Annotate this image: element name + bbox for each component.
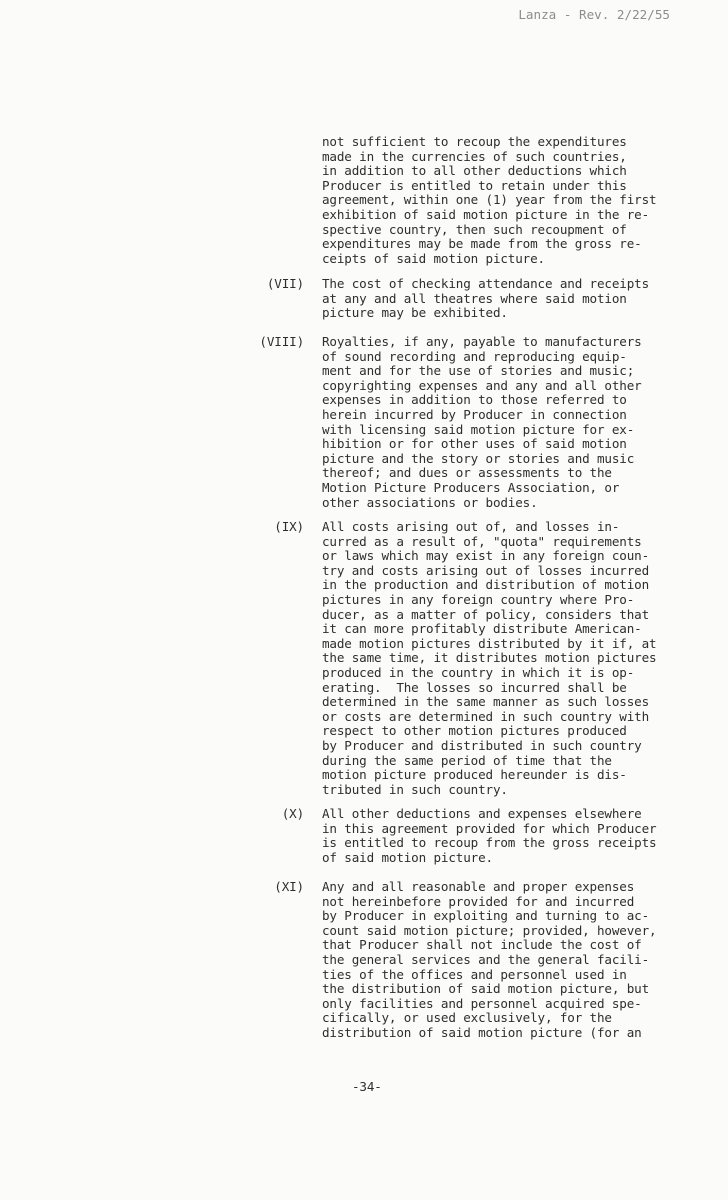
clause-text: Royalties, if any, payable to manufacturers of sound recording and reproducing equip- ment and for the use of stories and music; copyrighting expenses and any and all other expenses in addition to those referred to herein incurred by Producer in connection with licensing said motion picture for ex- hibition or for other uses of said motion picture and the story or stories and music thereof; and dues or assessments to the Motion Picture Producers Association, or other associations or bodies. [322, 334, 642, 510]
clause-text: All costs arising out of, and losses in- curred as a result of, "quota" requirements or laws which may exist in any foreign coun- try and costs arising out of losses incurred in the production and distribution of motion pictures in any foreign country where Pro- ducer, as a matter of policy, considers that it can more profitably distribute American- made motion pictures distributed by it if, at the same time, it distributes motion pictures produced in the country in which it is op- erating. The losses so incurred shall be determined in the same manner as such losses or costs are determined in such country with respect to other motion pictures produced by Producer and distributed in such country during the same period of time that the motion picture produced hereunder is dis- tributed in such country. [322, 519, 657, 797]
clause-number: (VIII) [259, 334, 304, 349]
clause-text: The cost of checking attendance and receipts at any and all theatres where said motion picture may be exhibited. [322, 276, 650, 321]
page-number: -34- [352, 1079, 382, 1094]
revision-header: Lanza - Rev. 2/22/55 [518, 7, 670, 22]
clause-number: (IX) [274, 519, 304, 534]
clause-text: All other deductions and expenses elsewhere in this agreement provided for which Producer is entitled to recoup from the gross receipts of said motion picture. [322, 806, 657, 865]
intro-paragraph: not sufficient to recoup the expenditures made in the currencies of such countries, in addition to all other deductions which Producer is entitled to retain under this agreement, within one (1) year from the first exhibition of said motion picture in the re- spective country, then such recoupment of expenditures may be made from the gross re- ceipts of said motion picture. [322, 134, 657, 266]
clause-number: (X) [281, 806, 304, 821]
clause-text: Any and all reasonable and proper expenses not hereinbefore provided for and incurred by Producer in exploiting and turning to ac- count said motion picture; provided, however, that Producer shall not include the cost of the general services and the general facili- ties of the offices and personnel used in the distribution of said motion picture, but only facilities and personnel acquired spe- cifically, or used exclusively, for the distribution of said motion picture (for an [322, 879, 657, 1040]
clause-number: (VII) [266, 276, 304, 291]
clause-number: (XI) [274, 879, 304, 894]
